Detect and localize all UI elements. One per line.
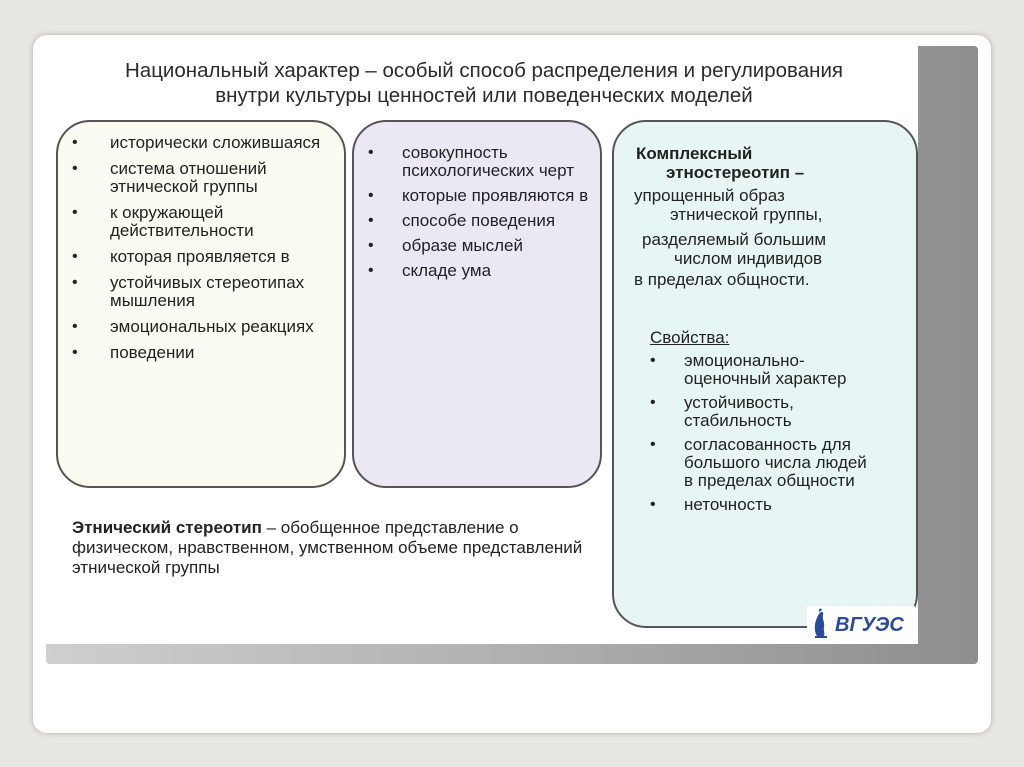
bullet-icon: • (650, 496, 656, 513)
psychological-traits-box (352, 120, 602, 488)
bullet-icon: • (72, 134, 78, 151)
bullet-icon: • (72, 204, 78, 221)
ethnic-stereotype-term: Этнический стереотип (72, 518, 262, 537)
list-item (650, 352, 880, 388)
definition-line: разделяемый большим (642, 230, 827, 249)
definition-line: этнической группы, (670, 205, 823, 224)
definition-line: числом индивидов (674, 249, 823, 268)
bullet-icon: • (72, 160, 78, 177)
list-item-text: устойчивость, стабильность (684, 393, 794, 430)
list-item-text: эмоциональных реакциях (110, 317, 314, 336)
list-item (72, 344, 332, 362)
list-item-text: устойчивых стереотипах мышления (110, 273, 305, 310)
ethnic-stereotype-text: – обобщенное представление о физическом, нравственном, умственном объеме представлений этнической группы (72, 518, 583, 577)
list-item-text: складе ума (402, 261, 492, 280)
list-item (650, 436, 880, 490)
complex-heading (636, 144, 804, 182)
characteristics-list (72, 134, 332, 370)
ethnic-stereotype-definition (72, 518, 592, 578)
list-item (368, 212, 593, 230)
traits-list (368, 144, 593, 287)
bullet-icon: • (368, 187, 374, 204)
properties-label: Свойства: (650, 328, 730, 347)
list-item-text: к окружающей действительности (110, 203, 254, 240)
bullet-icon: • (368, 144, 374, 161)
list-item (72, 318, 332, 336)
bullet-icon: • (650, 352, 656, 369)
bullet-icon: • (368, 237, 374, 254)
list-item (72, 204, 332, 240)
list-item (368, 262, 593, 280)
list-item (72, 248, 332, 266)
list-item (368, 144, 593, 180)
list-item-text: которые проявляются в (402, 186, 589, 205)
bullet-icon: • (72, 274, 78, 291)
characteristics-box (56, 120, 346, 488)
title-line-1: Национальный характер – особый способ распределения и регулирования (124, 59, 843, 82)
svg-text:ВГУЭС: ВГУЭС (835, 614, 904, 636)
bullet-icon: • (72, 344, 78, 361)
list-item-text: образе мыслей (402, 236, 523, 255)
vgues-logo-icon (807, 606, 915, 640)
bullet-icon: • (368, 262, 374, 279)
list-item-text: поведении (110, 343, 195, 362)
definition-line: упрощенный образ (634, 186, 785, 205)
list-item-text: которая проявляется в (110, 247, 290, 266)
list-item (72, 134, 332, 152)
list-item-text: система отношений этнической группы (110, 159, 267, 196)
heading-line-1: Комплексный (636, 144, 753, 163)
bullet-icon: • (650, 436, 656, 453)
bullet-icon: • (650, 394, 656, 411)
bullet-icon: • (72, 318, 78, 335)
complex-ethnostereotype-box (612, 120, 918, 628)
bullet-icon: • (368, 212, 374, 229)
list-item (72, 160, 332, 196)
bullet-icon: • (72, 248, 78, 265)
title-line-2: внутри культуры ценностей или поведенческих моделей (215, 84, 753, 107)
list-item (72, 274, 332, 310)
vgues-logo (807, 606, 915, 640)
list-item-text: способе поведения (402, 211, 556, 230)
list-item-text: согласованность для большого числа людей в пределах общности (684, 435, 867, 490)
list-item-text: неточность (684, 495, 772, 514)
slide-title (56, 58, 912, 108)
properties-list (650, 352, 880, 520)
list-item-text: исторически сложившаяся (110, 133, 321, 152)
complex-definition (634, 186, 904, 289)
list-item (650, 394, 880, 430)
definition-line: в пределах общности. (634, 270, 810, 289)
list-item-text: эмоционально-оценочный характер (684, 351, 847, 388)
list-item (650, 496, 880, 514)
list-item (368, 237, 593, 255)
list-item (368, 187, 593, 205)
heading-line-2: этностереотип – (666, 163, 805, 182)
list-item-text: совокупность психологических черт (402, 143, 575, 180)
